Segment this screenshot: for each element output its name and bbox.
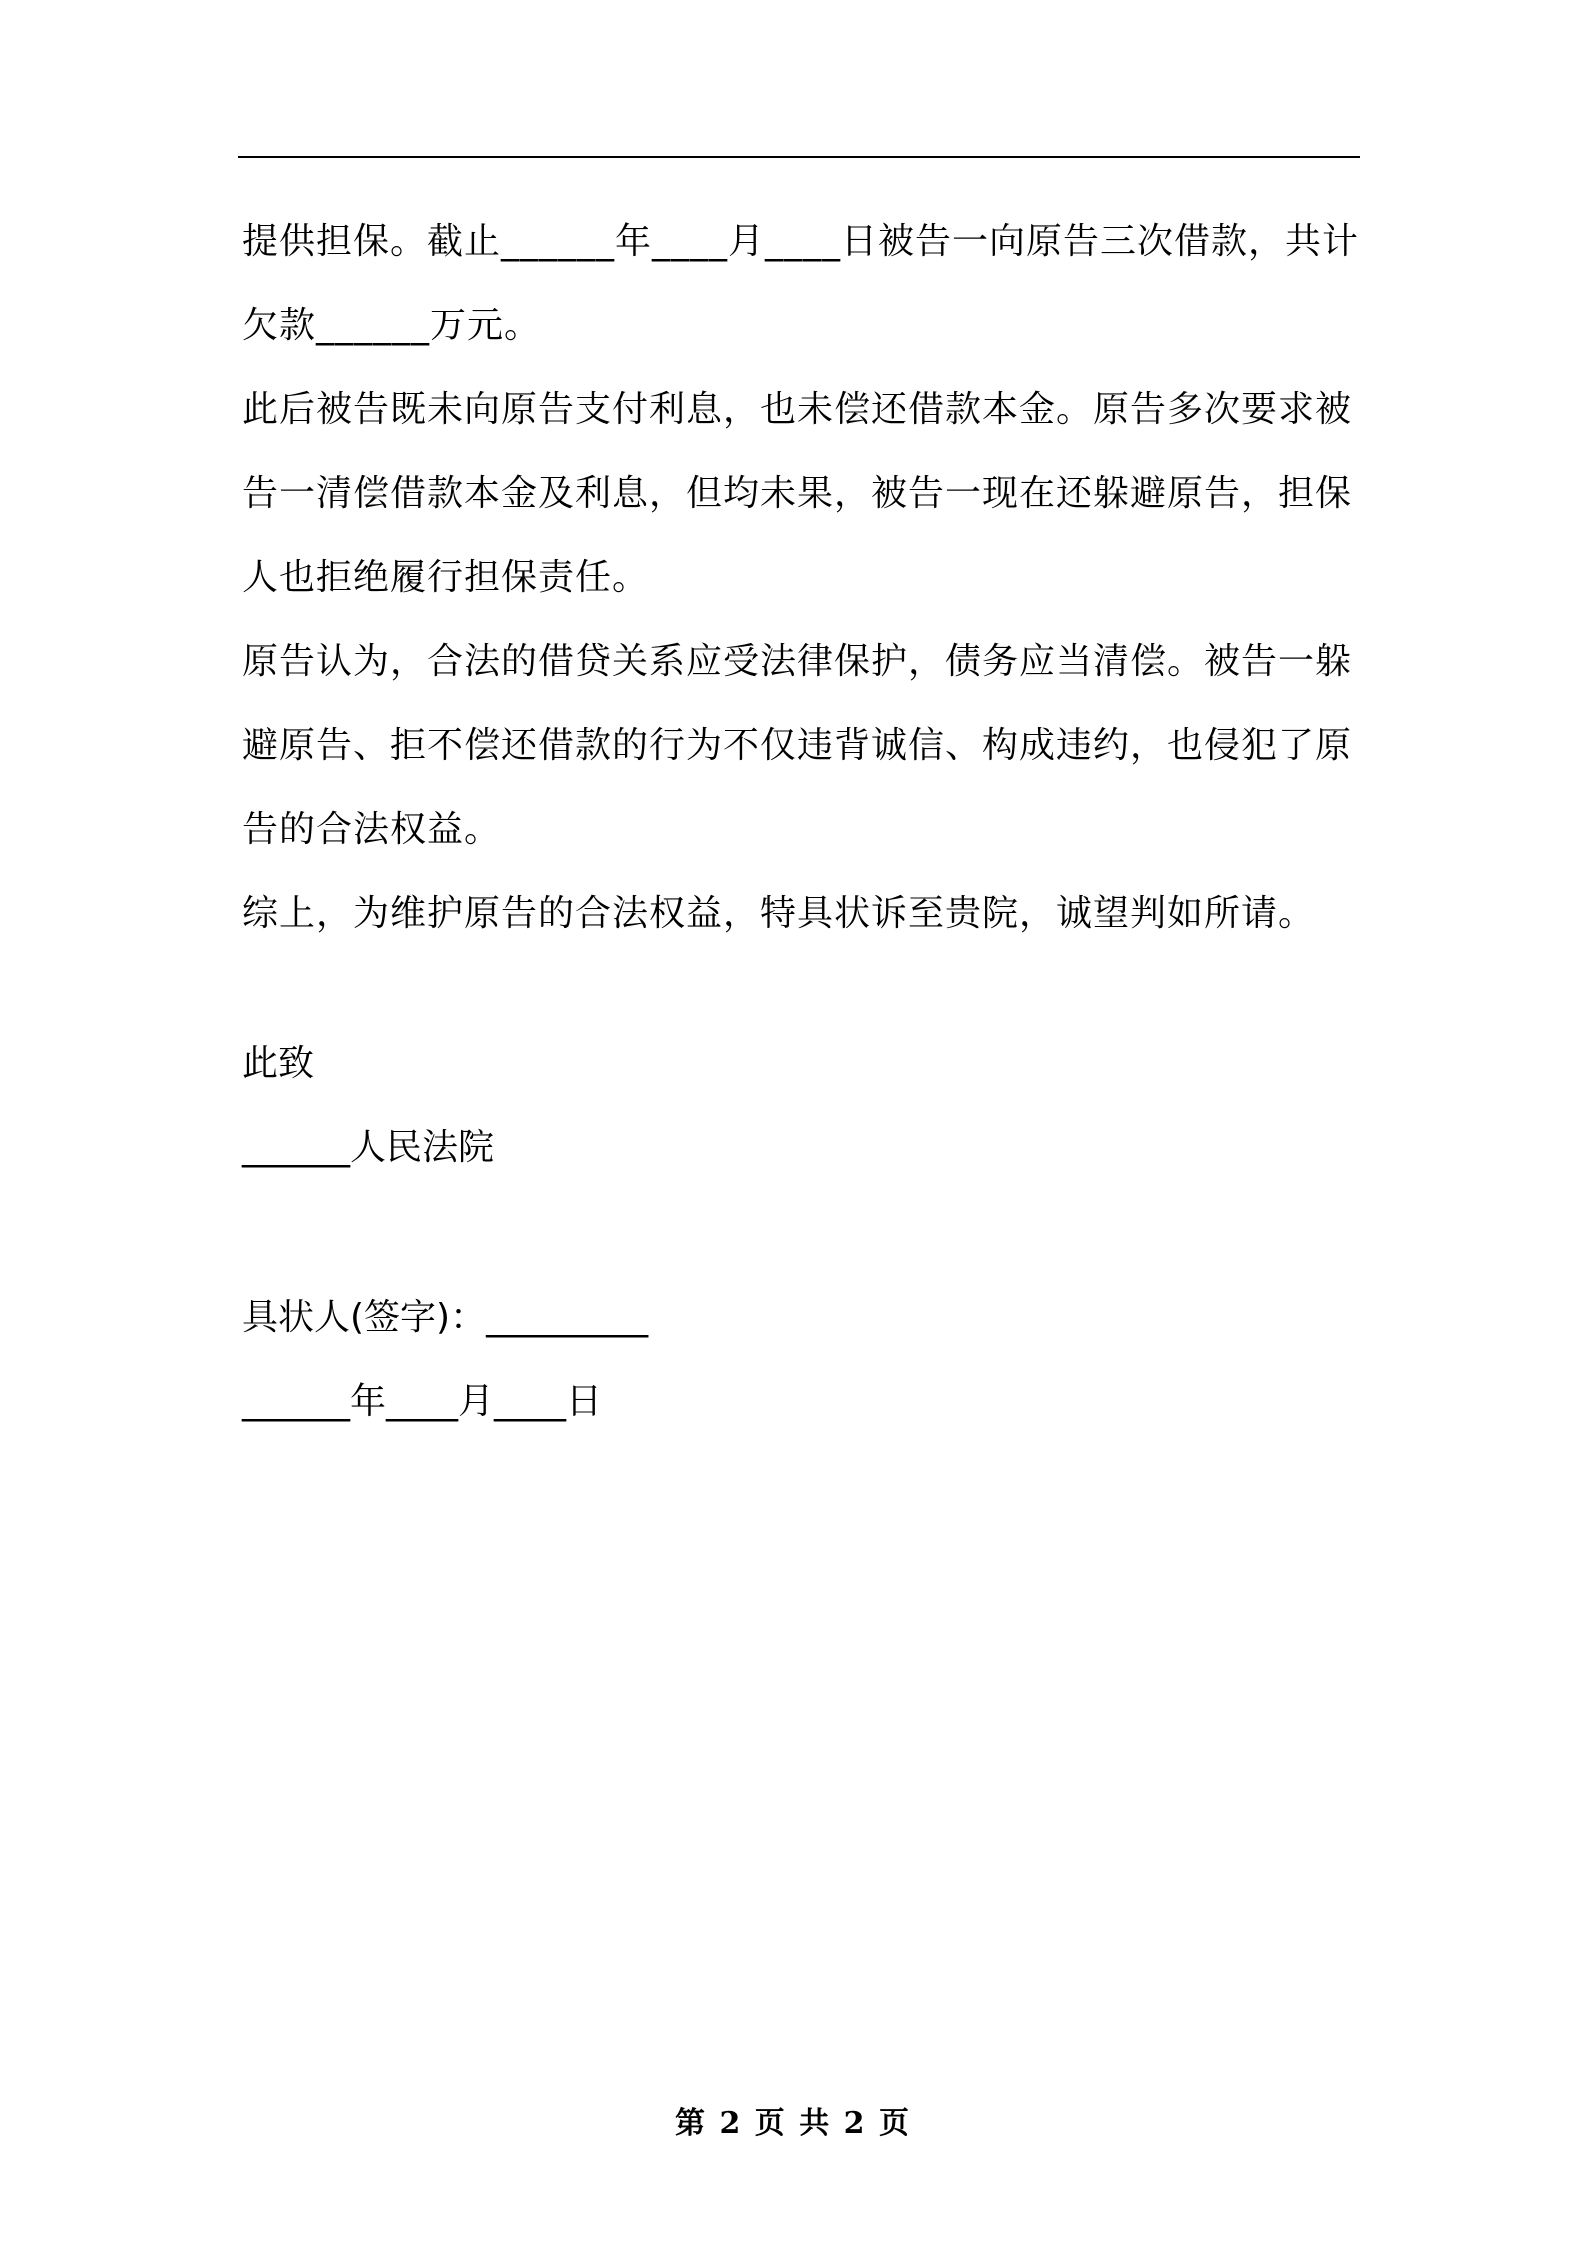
date-line: ______年____月____日: [242, 1381, 603, 1422]
salutation: 此致: [242, 1043, 315, 1084]
document-body: [242, 200, 1360, 956]
signature-line: 具状人(签字)：_________: [242, 1297, 649, 1338]
paragraph-conclusion: 综上，为维护原告的合法权益，特具状诉至贵院，诚望判如所请。: [242, 893, 1316, 934]
paragraph-default: 此后被告既未向原告支付利息，也未偿还借款本金。原告多次要求被告一清偿借款本金及利息，但均未果，被告一现在还躲避原告，担保人也拒绝履行担保责任。: [242, 389, 1353, 598]
paragraph-plaintiff-view: 原告认为，合法的借贷关系应受法律保护，债务应当清偿。被告一躲避原告、拒不偿还借款的行为不仅违背诚信、构成违约，也侵犯了原告的合法权益。: [242, 641, 1353, 850]
header-rule: [238, 156, 1360, 158]
court-name: ______人民法院: [242, 1127, 495, 1168]
page-number: 第 2 页 共 2 页: [675, 2106, 911, 2141]
paragraph-loan-summary: 提供担保。截止______年____月____日被告一向原告三次借款，共计欠款______万元。: [242, 221, 1360, 346]
